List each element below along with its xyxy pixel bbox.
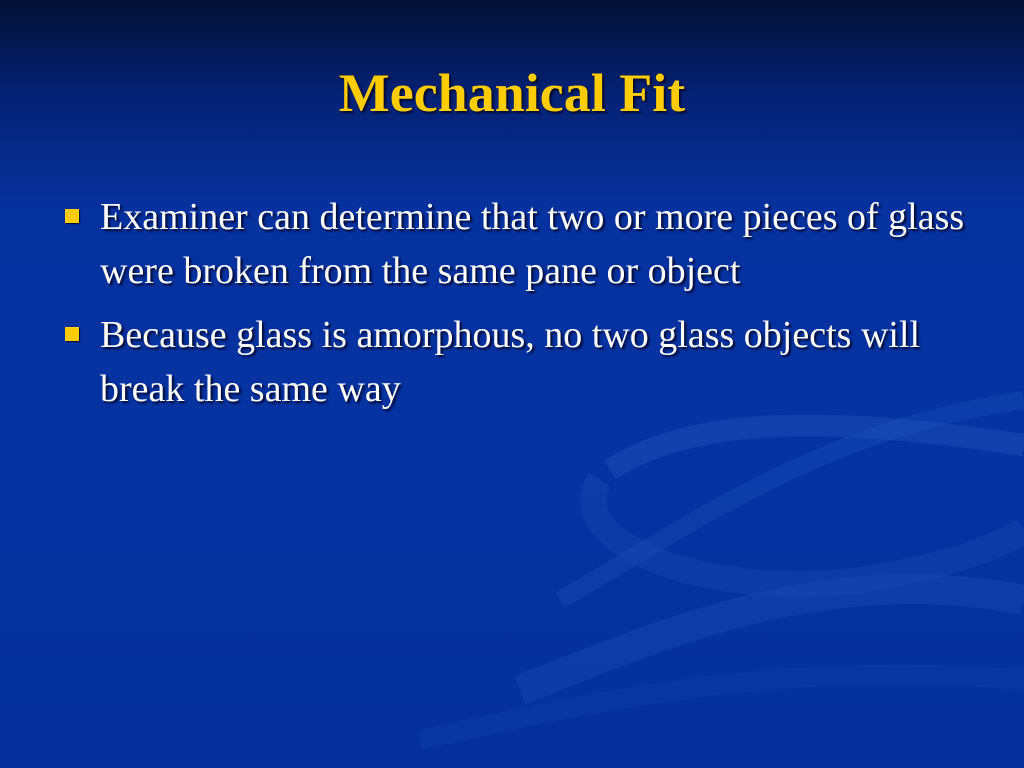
bullet-item	[62, 190, 972, 298]
square-bullet-icon	[65, 209, 79, 223]
bullet-item	[62, 308, 972, 416]
bullet-text: Examiner can determine that two or more pieces of glass were broken from the same pane or object	[100, 196, 965, 292]
bullet-list	[62, 190, 972, 426]
square-bullet-icon	[65, 327, 79, 341]
bullet-text: Because glass is amorphous, no two glass objects will break the same way	[100, 314, 921, 410]
slide-title: Mechanical Fit	[338, 63, 686, 123]
